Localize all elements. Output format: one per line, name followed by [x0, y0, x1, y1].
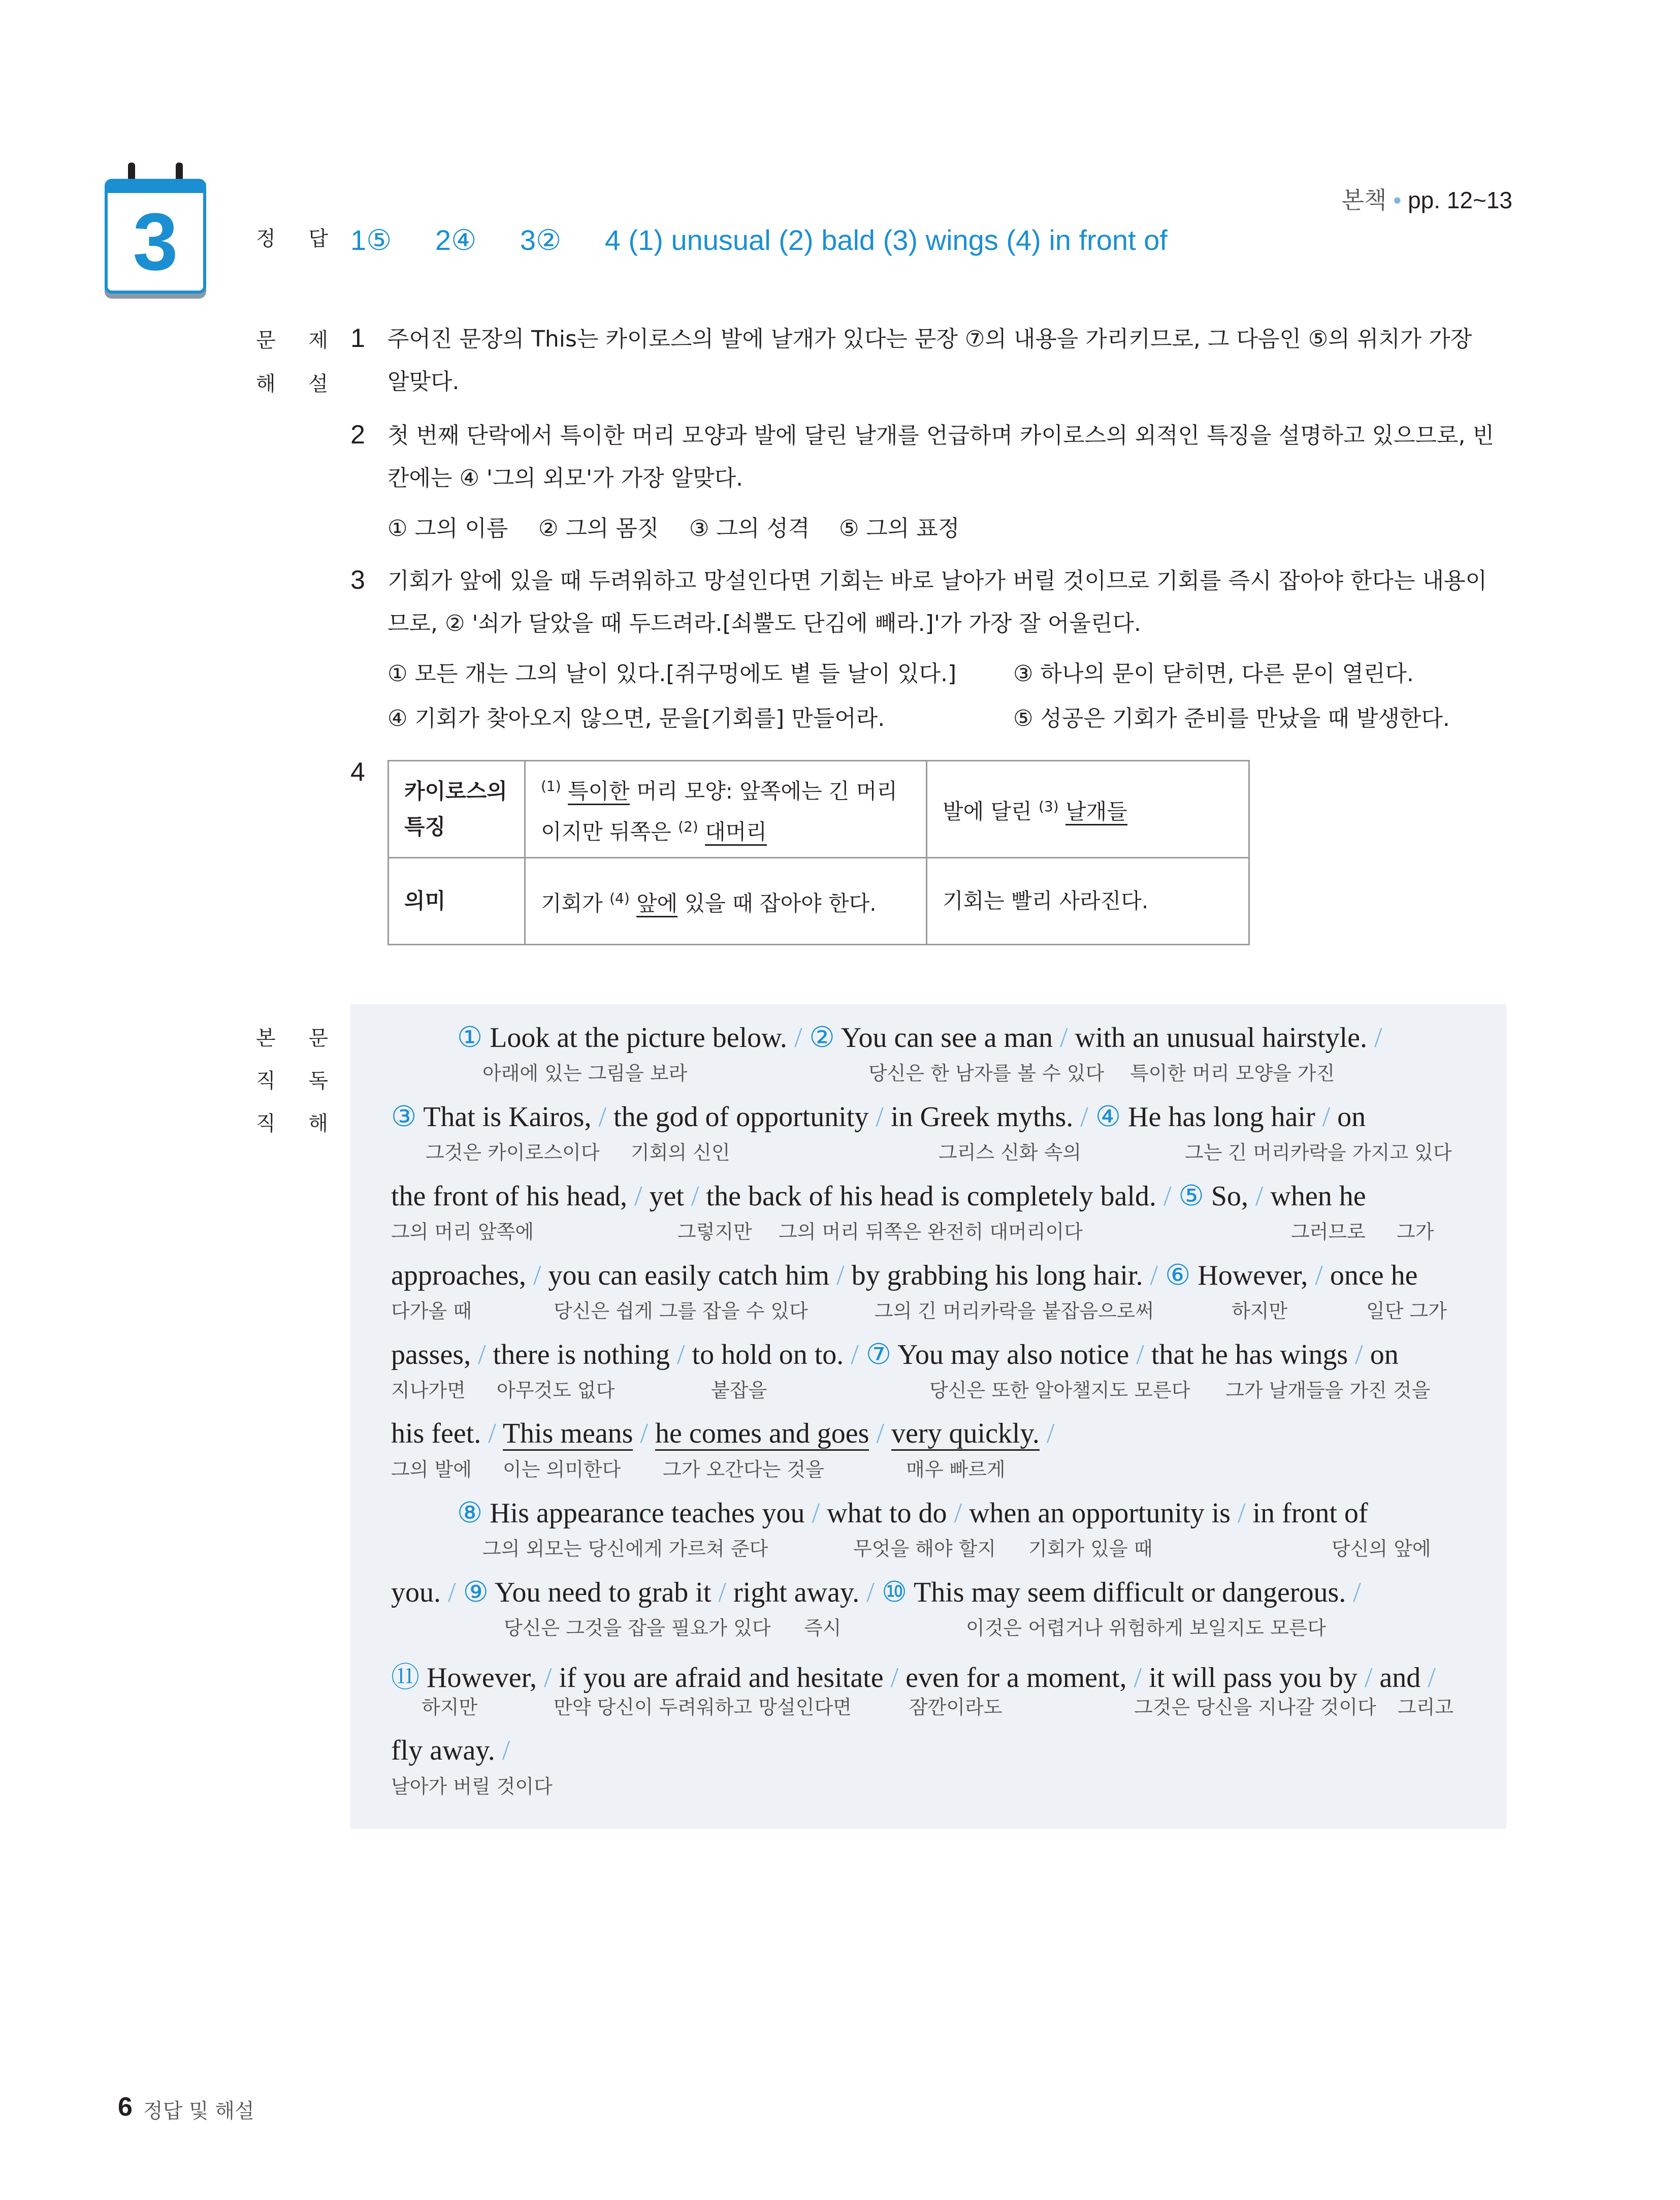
english-chunk: and — [1372, 1662, 1428, 1694]
korean-gloss: 기회의 신인 — [631, 1141, 730, 1164]
english-chunk: what to do — [820, 1497, 954, 1529]
english-chunk: it will pass you by — [1142, 1662, 1365, 1694]
korean-gloss: 그의 머리 앞쪽에 — [391, 1221, 534, 1243]
english-chunk: passes, — [391, 1339, 478, 1370]
chunk-slash: / — [478, 1339, 486, 1370]
english-chunk — [1088, 1101, 1095, 1133]
explanation-number-1: 1 — [350, 324, 365, 353]
reading-english-line — [391, 1734, 510, 1767]
english-chunk: His appearance teaches you — [482, 1497, 812, 1529]
underlined-phrase: This means — [503, 1418, 633, 1451]
korean-gloss: 그는 긴 머리카락을 가지고 있다 — [1185, 1141, 1452, 1164]
korean-gloss: 그의 발에 — [391, 1458, 472, 1481]
chunk-slash: / — [544, 1662, 552, 1694]
chunk-slash: / — [1315, 1260, 1323, 1291]
reading-english-line — [391, 1179, 1366, 1213]
explanation-number-4: 4 — [350, 757, 365, 787]
english-chunk: that he has wings — [1144, 1339, 1355, 1370]
calendar-body — [105, 179, 206, 294]
english-chunk: However, — [1190, 1260, 1315, 1291]
korean-gloss: 기회가 있을 때 — [1028, 1538, 1153, 1560]
english-chunk: the back of his head is completely bald. — [699, 1181, 1164, 1212]
english-chunk: the front of his head, — [391, 1181, 634, 1212]
english-chunk: once he — [1322, 1260, 1418, 1291]
reading-english-line — [391, 1417, 1054, 1450]
english-chunk: in Greek myths. — [883, 1101, 1081, 1133]
korean-gloss: 즉시 — [804, 1617, 842, 1639]
page-number: 6 — [118, 2092, 133, 2122]
korean-gloss: 그의 긴 머리카락을 붙잡음으로써 — [875, 1300, 1154, 1322]
korean-gloss: 아무것도 없다 — [497, 1379, 615, 1401]
chunk-slash: / — [718, 1577, 726, 1608]
korean-gloss: 하지만 — [1232, 1300, 1288, 1322]
page-ref-dot: • — [1393, 187, 1402, 213]
sentence-number: ⑦ — [865, 1339, 892, 1370]
korean-gloss: 그러므로 — [1291, 1221, 1366, 1243]
english-chunk: Look at the picture below. — [482, 1022, 794, 1054]
explanation-2-option: ⑤ 그의 표정 — [839, 516, 960, 541]
english-chunk — [869, 1418, 876, 1449]
explanation-3 — [387, 560, 1505, 645]
korean-gloss: 그리고 — [1398, 1696, 1454, 1718]
reading-label-line3: 직 해 — [256, 1112, 341, 1135]
chunk-slash: / — [640, 1418, 649, 1449]
korean-gloss: 다가올 때 — [391, 1300, 472, 1322]
explanations-label-line1: 문 제 — [256, 329, 341, 352]
unit-number: 3 — [133, 196, 178, 287]
chunk-slash: / — [851, 1339, 859, 1370]
chunk-slash: / — [1353, 1577, 1361, 1608]
chunk-slash: / — [691, 1181, 699, 1212]
english-chunk: in front of — [1245, 1497, 1368, 1529]
chunk-slash: / — [1255, 1181, 1264, 1212]
reading-english-line — [391, 1576, 1361, 1609]
english-chunk: However, — [419, 1662, 544, 1694]
english-chunk — [496, 1418, 503, 1449]
explanation-3-line1: 기회가 앞에 있을 때 두려워하고 망설인다면 기회는 바로 날아가 버릴 것이므로 기회를 즉시 잡아야 한다는 내용이 — [387, 568, 1487, 594]
reading-english-line — [457, 1496, 1368, 1529]
korean-gloss: 그가 — [1397, 1221, 1434, 1243]
korean-gloss: 당신은 한 남자를 볼 수 있다 — [868, 1062, 1105, 1085]
unit-calendar-icon — [105, 163, 206, 300]
english-chunk: to hold on to. — [685, 1339, 851, 1370]
chunk-slash: / — [1046, 1418, 1055, 1449]
explanation-1-line1: 주어진 문장의 This는 카이로스의 발에 날개가 있다는 문장 ⑦의 내용을 가리키므로, 그 다음인 ⑤의 위치가 가장 — [387, 326, 1472, 352]
explanation-number-2: 2 — [350, 420, 365, 450]
english-chunk: This may seem difficult or dangerous. — [907, 1577, 1353, 1608]
english-chunk: the god of opportunity — [606, 1101, 876, 1133]
answer-3: 3② — [520, 224, 562, 256]
explanation-3-option: ① 모든 개는 그의 날이 있다.[쥐구멍에도 볕 들 날이 있다.] — [387, 661, 957, 687]
reading-english-line — [391, 1100, 1366, 1133]
answer-2: 2④ — [435, 224, 477, 256]
chunk-slash: / — [533, 1260, 541, 1291]
explanation-2-option: ③ 그의 성격 — [689, 516, 810, 541]
chunk-slash: / — [1080, 1101, 1088, 1133]
chunk-slash: / — [890, 1662, 899, 1694]
explanation-2-line2: 칸에는 ④ '그의 외모'가 가장 알맞다. — [387, 465, 744, 491]
footer-title: 정답 및 해설 — [143, 2099, 254, 2123]
english-chunk — [1040, 1418, 1047, 1449]
korean-gloss: 이는 의미한다 — [503, 1458, 621, 1481]
sentence-number: ③ — [391, 1101, 417, 1133]
english-chunk — [802, 1022, 810, 1054]
explanation-3-line2: 므로, ② '쇠가 달았을 때 두드려라.[쇠뿔도 단김에 빼라.]'가 가장 잘 어울린다. — [387, 611, 1141, 636]
korean-gloss: 하지만 — [422, 1696, 478, 1718]
english-chunk: with an unusual hairstyle. — [1068, 1022, 1374, 1054]
explanation-3-option: ⑤ 성공은 기회가 준비를 만났을 때 발생한다. — [1013, 706, 1450, 731]
english-chunk: his feet. — [391, 1418, 489, 1449]
reading-english-line — [391, 1655, 1436, 1696]
answer-4: 4 (1) unusual (2) bald (3) wings (4) in front of — [604, 224, 1168, 256]
chunk-slash: / — [866, 1577, 875, 1608]
english-chunk — [1172, 1181, 1179, 1212]
chunk-slash: / — [954, 1497, 962, 1529]
korean-gloss: 날아가 버릴 것이다 — [391, 1775, 553, 1798]
english-chunk: You need to grab it — [488, 1577, 719, 1608]
korean-gloss: 잠깐이라도 — [909, 1696, 1003, 1718]
answers-line — [350, 224, 1168, 257]
chunk-slash: / — [1059, 1022, 1068, 1054]
chunk-slash: / — [1136, 1339, 1144, 1370]
explanation-number-3: 3 — [350, 565, 365, 595]
table-row — [389, 761, 1249, 858]
korean-gloss: 그리스 신화 속의 — [939, 1141, 1082, 1164]
korean-gloss: 그것은 카이로스이다 — [426, 1141, 600, 1164]
sentence-number: ⑪ — [391, 1662, 419, 1694]
english-chunk — [1158, 1260, 1165, 1291]
english-chunk: right away. — [726, 1577, 867, 1608]
table-cell: $^{(1)}$ 특이한 머리 모양: 앞쪽에는 긴 머리 이지만 뒤쪽은 $^{(2)}$ 대머리 — [525, 761, 927, 858]
reading-english-line — [457, 1021, 1382, 1054]
reading-english-line — [391, 1338, 1399, 1371]
korean-gloss: 아래에 있는 그림을 보라 — [482, 1062, 688, 1085]
explanation-1 — [387, 318, 1505, 403]
table-cell: 발에 달린 $^{(3)}$ 날개들 — [927, 761, 1249, 858]
chunk-slash: / — [876, 1418, 885, 1449]
english-chunk: That is Kairos, — [416, 1101, 599, 1133]
blank-answer: 날개들 — [1065, 799, 1127, 825]
korean-gloss: 당신은 쉽게 그를 잡을 수 있다 — [554, 1300, 808, 1322]
chunk-slash: / — [677, 1339, 685, 1370]
sentence-number: ② — [809, 1022, 835, 1054]
blank-answer: 대머리 — [705, 819, 767, 846]
explanation-2-option: ② 그의 몸짓 — [538, 516, 659, 541]
reading-english-line — [391, 1259, 1417, 1292]
sentence-number: ① — [457, 1022, 483, 1054]
korean-gloss: 그가 오간다는 것을 — [663, 1458, 824, 1481]
table-row — [389, 858, 1249, 945]
chunk-slash: / — [1322, 1101, 1331, 1133]
korean-gloss: 매우 빠르게 — [906, 1458, 1006, 1481]
sentence-number: ⑩ — [881, 1577, 908, 1608]
page-ref-pages: pp. 12~13 — [1408, 187, 1512, 213]
explanation-2 — [387, 415, 1505, 500]
chunk-slash: / — [598, 1101, 607, 1133]
english-chunk — [648, 1418, 655, 1449]
answer-1: 1⑤ — [350, 224, 392, 256]
korean-gloss: 그의 머리 뒤쪽은 완전히 대머리이다 — [779, 1221, 1083, 1243]
chunk-slash: / — [876, 1101, 884, 1133]
korean-gloss: 그렇지만 — [677, 1221, 752, 1243]
chunk-slash: / — [502, 1735, 510, 1766]
english-chunk: you can easily catch him — [541, 1260, 837, 1291]
english-chunk: by grabbing his long hair. — [844, 1260, 1150, 1291]
english-chunk: when an opportunity is — [962, 1497, 1238, 1529]
sentence-number: ⑤ — [1178, 1181, 1204, 1212]
chunk-slash: / — [1374, 1022, 1382, 1054]
korean-gloss: 무엇을 해야 할지 — [853, 1538, 996, 1560]
korean-gloss: 만약 당신이 두려워하고 망설인다면 — [554, 1696, 852, 1718]
reading-label-line1: 본 문 — [256, 1027, 341, 1050]
explanation-3-option: ③ 하나의 문이 닫히면, 다른 문이 열린다. — [1013, 661, 1414, 687]
page-ref-prefix: 본책 — [1341, 187, 1387, 213]
page-reference — [1342, 182, 1512, 215]
english-chunk: you. — [391, 1577, 448, 1608]
korean-gloss: 일단 그가 — [1366, 1300, 1447, 1322]
sentence-number: ⑧ — [457, 1497, 483, 1529]
english-chunk: You may also notice — [891, 1339, 1137, 1370]
table-header-cell: 카이로스의 특징 — [389, 761, 525, 858]
english-chunk — [884, 1418, 891, 1449]
english-chunk: if you are afraid and hesitate — [552, 1662, 891, 1694]
blank-answer: 앞에 — [636, 891, 677, 917]
english-chunk: on — [1330, 1101, 1366, 1133]
chunk-slash: / — [794, 1022, 802, 1054]
korean-gloss: 그가 날개들을 가진 것을 — [1225, 1379, 1431, 1401]
explanations-label-line2: 해 설 — [256, 372, 341, 396]
korean-gloss: 당신은 그것을 잡을 필요가 있다 — [504, 1617, 771, 1639]
chunk-slash: / — [1364, 1662, 1373, 1694]
chunk-slash: / — [836, 1260, 845, 1291]
korean-gloss: 이것은 어렵거나 위험하게 보일지도 모른다 — [966, 1617, 1327, 1639]
english-chunk: when he — [1263, 1181, 1366, 1212]
sentence-number: ④ — [1095, 1101, 1121, 1133]
english-chunk — [456, 1577, 463, 1608]
sentence-number: ⑨ — [463, 1577, 489, 1608]
explanation-2-line1: 첫 번째 단락에서 특이한 머리 모양과 발에 달린 날개를 언급하며 카이로스의 외적인 특징을 설명하고 있으므로, 빈 — [387, 423, 1494, 449]
chunk-slash: / — [1134, 1662, 1142, 1694]
korean-gloss: 그의 외모는 당신에게 가르쳐 준다 — [482, 1538, 768, 1560]
chunk-slash: / — [448, 1577, 456, 1608]
korean-gloss: 당신의 앞에 — [1332, 1538, 1431, 1560]
korean-gloss: 붙잡을 — [711, 1379, 767, 1401]
blank-answer: 특이한 — [568, 779, 630, 805]
explanation-3-option: ④ 기회가 찾아오지 않으면, 문을[기회를] 만들어라. — [387, 706, 885, 731]
chunk-slash: / — [634, 1181, 642, 1212]
korean-gloss: 당신은 또한 알아챌지도 모른다 — [929, 1379, 1190, 1401]
english-chunk: So, — [1204, 1181, 1255, 1212]
chunk-slash: / — [1150, 1260, 1158, 1291]
english-chunk — [859, 1339, 866, 1370]
chunk-slash: / — [812, 1497, 820, 1529]
english-chunk: You can see a man — [834, 1022, 1060, 1054]
chunk-slash: / — [1237, 1497, 1246, 1529]
chunk-slash: / — [1163, 1181, 1172, 1212]
reading-label-line2: 직 독 — [256, 1069, 341, 1093]
english-chunk: fly away. — [391, 1735, 502, 1766]
korean-gloss: 그것은 당신을 지나갈 것이다 — [1134, 1696, 1376, 1718]
english-chunk: even for a moment, — [898, 1662, 1134, 1694]
chunk-slash: / — [1428, 1662, 1436, 1694]
english-chunk: approaches, — [391, 1260, 533, 1291]
table-cell: 기회는 빨리 사라진다. — [927, 858, 1249, 945]
kairos-table — [387, 760, 1250, 945]
answers-label: 정 답 — [256, 227, 341, 250]
english-chunk — [875, 1577, 882, 1608]
english-chunk — [633, 1418, 640, 1449]
english-chunk: yet — [642, 1181, 691, 1212]
underlined-phrase: very quickly. — [891, 1418, 1040, 1451]
chunk-slash: / — [488, 1418, 496, 1449]
korean-gloss: 특이한 머리 모양을 가진 — [1130, 1062, 1335, 1085]
underlined-phrase: he comes and goes — [655, 1418, 869, 1451]
english-chunk: He has long hair — [1121, 1101, 1322, 1133]
sentence-number: ⑥ — [1165, 1260, 1191, 1291]
english-chunk: on — [1363, 1339, 1399, 1370]
korean-gloss: 지나가면 — [391, 1379, 466, 1401]
explanation-2-option: ① 그의 이름 — [387, 516, 508, 541]
table-cell: 기회가 $^{(4)}$ 앞에 있을 때 잡아야 한다. — [525, 858, 927, 945]
explanation-1-line2: 알맞다. — [387, 369, 460, 395]
table-header-cell: 의미 — [389, 858, 525, 945]
chunk-slash: / — [1355, 1339, 1363, 1370]
english-chunk: there is nothing — [486, 1339, 677, 1370]
